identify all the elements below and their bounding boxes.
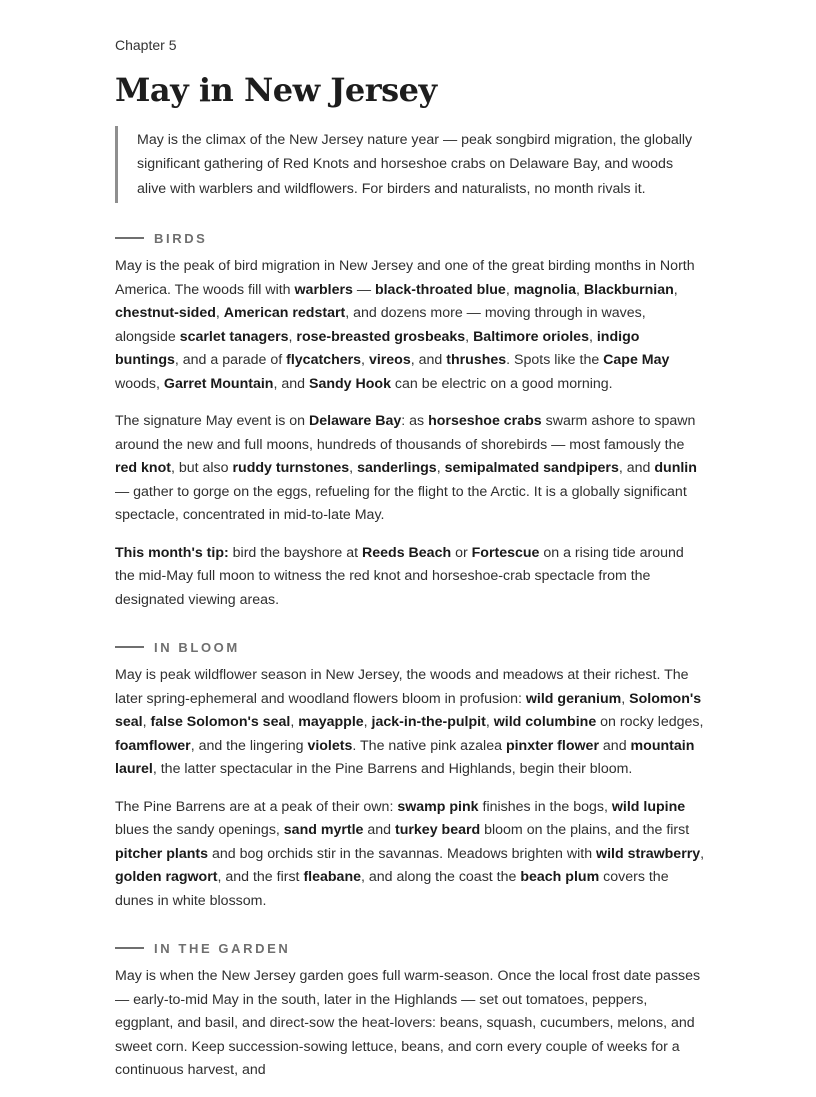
text-run: , and [273,375,309,392]
section-label: BIRDS [154,230,208,246]
text-run: , [290,714,299,731]
text-run: on rocky ledges, [596,714,704,731]
emphasis-term: swamp pink [397,798,479,815]
text-run: , [363,714,372,731]
text-run: , and dozens more — moving through in waves, alongside [115,305,646,345]
text-run: , [505,281,514,298]
emphasis-term: dunlin [654,460,697,477]
emphasis-term: Delaware Bay [309,413,402,430]
paragraph [115,410,705,528]
section-heading [115,638,705,656]
emphasis-term: Baltimore orioles [473,328,589,345]
text-run: , [349,460,358,477]
paragraph [115,542,705,613]
emphasis-term: beach plum [520,869,600,886]
section-birds [115,229,705,612]
document-page [115,36,705,1097]
emphasis-term: turkey beard [395,822,481,839]
emphasis-term: Sandy Hook [308,375,391,392]
section-heading [115,939,705,957]
emphasis-term: wild strawberry [596,845,701,862]
intro-blockquote: May is the climax of the New Jersey nature year — peak songbird migration, the globally significant gathering of Red Knots and horseshoe crabs on Delaware Bay, and woods alive with warblers and wildflowers. For birders and naturalists, no month rivals it. [115,126,705,203]
text-run: May is the peak of bird migration in New Jersey and one of the great birding months in North America. The woods fill with [115,258,695,298]
section-rule [115,947,144,949]
text-run: on a rising tide around the mid-May full moon to witness the red knot and horseshoe-crab spectacle from the designated viewing areas. [115,544,684,608]
text-run: , [361,352,369,369]
paragraph [115,965,705,1083]
emphasis-term: semipalmated sandpipers [444,460,619,477]
emphasis-term: scarlet tanagers [179,328,289,345]
text-run: . Spots like the [506,352,604,369]
emphasis-term: foamflower [115,737,191,754]
text-run: : as [401,413,429,430]
emphasis-term: horseshoe crabs [428,413,542,430]
emphasis-term: sand myrtle [283,822,364,839]
section-in-the-garden [115,939,705,1083]
emphasis-term: Garret Mountain [163,375,274,392]
emphasis-term: mayapple [298,714,364,731]
emphasis-term: Blackburnian [583,281,674,298]
text-run: , the latter spectacular in the Pine Barrens and Highlands, begin their bloom. [152,761,633,778]
text-run: , [436,460,445,477]
paragraph [115,255,705,396]
text-run: , [215,305,224,322]
emphasis-term: Cape May [603,352,670,369]
emphasis-term: This month's tip: [115,544,229,561]
text-run: and [598,737,631,754]
emphasis-term: pitcher plants [115,845,209,862]
emphasis-term: red knot [115,460,171,477]
text-run: and [363,822,395,839]
emphasis-term: chestnut-sided [115,305,216,322]
text-run: and bog orchids stir in the savannas. Meadows brighten with [208,845,597,862]
chapter-label: Chapter 5 [115,37,177,53]
text-run: The Pine Barrens are at a peak of their own: [115,798,398,815]
section-heading [115,229,705,247]
text-run: bloom on the plains, and the first [480,822,690,839]
emphasis-term: fleabane [303,869,361,886]
emphasis-term: pinxter flower [505,737,599,754]
text-run: , and [410,352,447,369]
text-run: May is when the New Jersey garden goes full warm-season. Once the local frost date passes — early-to-mid May in the south, later in the Highlands — set out tomatoes, peppers, eggplant, and basil, and direct-sow the heat-lovers: beans, squash, cucumbers, melons, and sweet corn. Keep succession-sowing lettuce, beans, and corn every couple of weeks for a continuous harvest, and [115,968,701,1079]
section-label: IN BLOOM [154,639,240,655]
emphasis-term: Reeds Beach [362,544,452,561]
emphasis-term: wild columbine [493,714,597,731]
text-run: woods, [115,375,164,392]
emphasis-term: mountain laurel [115,737,695,778]
text-run: — gather to gorge on the eggs, refueling for the flight to the Arctic. It is a globally significant spectacle, concentrated in mid-to-late May. [115,483,687,524]
text-run: swarm ashore to spawn around the new and full moons, hundreds of thousands of shorebirds — most famously the [115,413,696,453]
section-in-bloom [115,638,705,913]
text-run: blues the sandy openings, [115,822,284,839]
text-run: The signature May event is on [115,413,309,430]
emphasis-term: false Solomon's seal [150,714,291,731]
emphasis-term: thrushes [446,352,507,369]
text-run: , [485,714,494,731]
text-run: , and along the coast the [361,869,521,886]
emphasis-term: jack-in-the-pulpit [371,714,486,731]
text-run: finishes in the bogs, [478,798,612,815]
emphasis-term: black-throated blue [374,281,506,298]
text-run: May is peak wildflower season in New Jersey, the woods and meadows at their richest. The later spring-ephemeral and woodland flowers bloom in profusion: [115,667,689,707]
emphasis-term: wild geranium [525,690,622,707]
text-run: , and a parade of [174,352,287,369]
emphasis-term: American redstart [223,305,346,322]
emphasis-term: vireos [368,352,411,369]
text-run: , [465,328,474,345]
text-run: , [673,281,678,298]
section-rule [115,237,144,239]
emphasis-term: violets [307,737,353,754]
text-run: — [352,281,375,298]
text-run: , and [618,460,655,477]
emphasis-term: wild lupine [611,798,686,815]
emphasis-term: sanderlings [357,460,437,477]
text-run: covers the dunes in white blossom. [115,869,669,909]
text-run: , [588,328,597,345]
text-run: , [700,845,705,862]
text-run: , [288,328,297,345]
sections-container [115,229,705,1083]
emphasis-term: flycatchers [286,352,362,369]
emphasis-term: indigo buntings [115,328,640,369]
emphasis-term: warblers [294,281,353,298]
emphasis-term: Fortescue [471,544,540,561]
text-run: , and the lingering [190,737,308,754]
emphasis-term: ruddy turnstones [232,460,350,477]
page-title: May in New Jersey [115,71,437,109]
text-run: bird the bayshore at [228,544,363,561]
emphasis-term: golden ragwort [115,869,218,886]
paragraph [115,664,705,782]
text-run: , [142,714,151,731]
text-run: can be electric on a good morning. [390,375,613,392]
text-run: or [451,544,472,561]
text-run: , and the first [217,869,304,886]
emphasis-term: magnolia [513,281,576,298]
paragraph [115,796,705,914]
text-run: , [576,281,584,298]
emphasis-term: Solomon's seal [115,690,702,731]
text-run: , [621,690,630,707]
section-label: IN THE GARDEN [154,940,291,956]
text-run: , but also [170,460,233,477]
emphasis-term: rose-breasted grosbeaks [296,328,466,345]
text-run: . The native pink azalea [352,737,506,754]
section-rule [115,646,144,648]
